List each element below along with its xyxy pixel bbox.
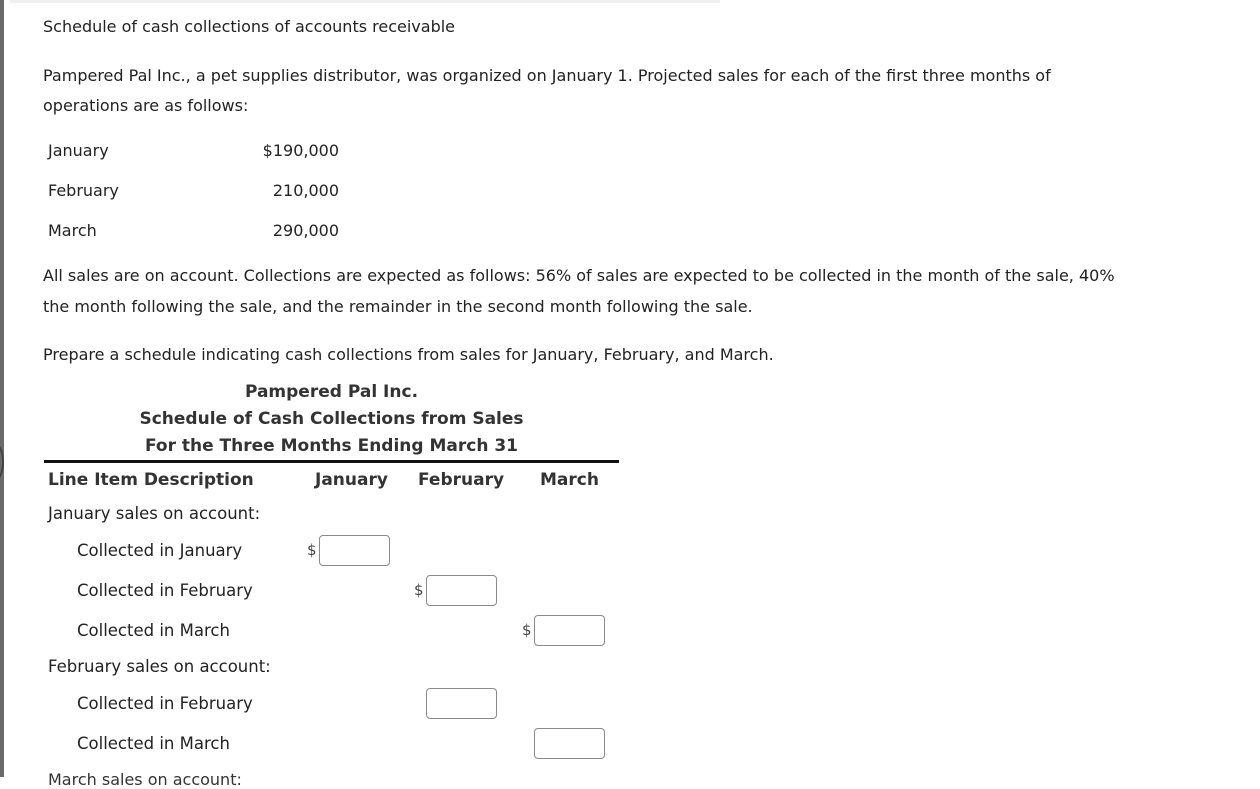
col-header-january: January: [315, 470, 388, 490]
header-rule: [44, 460, 619, 463]
sales-month: February: [48, 181, 119, 200]
jan-sales-collected-march-input[interactable]: [534, 615, 605, 646]
col-header-february: February: [418, 470, 505, 490]
february-sales-label: February sales on account:: [48, 657, 271, 676]
col-header-description: Line Item Description: [48, 470, 254, 490]
schedule-period: For the Three Months Ending March 31: [144, 436, 519, 456]
sales-amount: 210,000: [272, 181, 339, 200]
dollar-sign: $: [414, 581, 424, 599]
top-divider: [10, 0, 720, 3]
sales-row-january: [48, 139, 339, 163]
sales-amount: $190,000: [262, 141, 339, 160]
sales-row-february: [48, 179, 339, 203]
question-heading: Schedule of cash collections of accounts receivable: [43, 17, 456, 36]
sales-month: January: [48, 141, 109, 160]
sales-row-march: [48, 219, 339, 243]
row-label: Collected in February: [77, 581, 253, 600]
march-sales-label: March sales on account:: [48, 770, 242, 789]
january-sales-label: January sales on account:: [48, 504, 261, 523]
sales-amount: 290,000: [272, 221, 339, 240]
row-label: Collected in March: [77, 734, 230, 753]
jan-sales-collected-january-input[interactable]: [319, 535, 390, 566]
feb-sales-collected-march-input[interactable]: [534, 728, 605, 759]
schedule-title: Schedule of Cash Collections from Sales: [139, 409, 524, 429]
dollar-sign: $: [522, 621, 532, 639]
col-header-march: March: [540, 470, 599, 490]
sales-month: March: [48, 221, 97, 240]
page-left-border: [0, 0, 4, 777]
schedule-company: Pampered Pal Inc.: [244, 382, 419, 402]
collections-line-2: the month following the sale, and the remainder in the second month following the sale.: [43, 297, 753, 316]
intro-line-1: Pampered Pal Inc., a pet supplies distributor, was organized on January 1. Projected sales for each of the first three months of: [43, 66, 1051, 85]
jan-sales-collected-february-input[interactable]: [426, 575, 497, 606]
row-label: Collected in March: [77, 621, 230, 640]
dollar-sign: $: [307, 541, 317, 559]
instruction: Prepare a schedule indicating cash collections from sales for January, February, and March.: [43, 345, 774, 364]
collections-line-1: All sales are on account. Collections are expected as follows: 56% of sales are expected to be collected in the month of the sale, 40%: [43, 266, 1115, 285]
row-label: Collected in January: [77, 541, 243, 560]
feb-sales-collected-february-input[interactable]: [426, 688, 497, 719]
intro-line-2: operations are as follows:: [43, 96, 249, 115]
row-label: Collected in February: [77, 694, 253, 713]
